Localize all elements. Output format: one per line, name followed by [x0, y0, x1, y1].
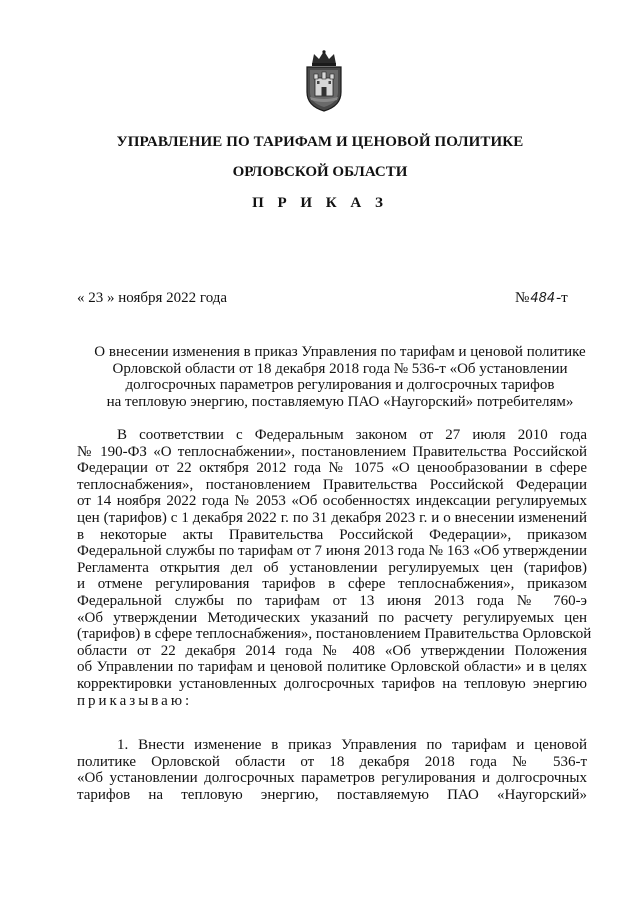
item-line: тарифов на тепловую энергию, поставляемую ПАО «Наугорский»: [77, 786, 587, 803]
body-line: № 190-ФЗ «О теплоснабжении», постановлением Правительства Российской: [77, 443, 587, 460]
body-line: в некоторые акты Правительства Российской Федерации», приказом: [77, 526, 587, 543]
order-item-1: [77, 737, 587, 803]
body-line: корректировки установленных долгосрочных тарифов на тепловую энергию: [77, 675, 587, 692]
subject-line: на тепловую энергию, поставляемую ПАО «Наугорский» потребителям»: [106, 393, 574, 410]
body-line: Федерации от 22 октября 2012 года № 1075 «О ценообразовании в сфере: [77, 460, 587, 477]
organization-name-line2: ОРЛОВСКОЙ ОБЛАСТИ: [232, 164, 408, 180]
number-suffix: -т: [556, 290, 568, 306]
body-line: Регламента открытия дел об установлении регулируемых цен (тарифов): [77, 559, 587, 576]
body-line: теплоснабжения», постановлением Правительства Российской Федерации: [77, 476, 587, 493]
body-line: и отмене регулирования тарифов в сфере теплоснабжения», приказом: [77, 576, 587, 593]
document-date: « 23 » ноября 2022 года: [77, 290, 228, 306]
number-handwritten: 484: [530, 291, 556, 306]
preamble-paragraph: [77, 427, 592, 709]
coat-of-arms-emblem: [302, 50, 346, 112]
body-line: цен (тарифов) с 1 декабря 2022 г. по 31 декабря 2023 г. и о внесении изменений: [77, 509, 587, 526]
subject-line: Орловской области от 18 декабря 2018 года № 536-т «Об установлении: [112, 360, 568, 377]
body-line: (тарифов) в сфере теплоснабжения», постановлением Правительства Орловской: [77, 626, 592, 643]
item-line: политике Орловской области от 18 декабря 2018 года № 536-т: [77, 753, 587, 770]
body-line: В соответствии с Федеральным законом от 27 июля 2010 года: [117, 427, 587, 443]
document-type-title: П Р И К А З: [252, 195, 388, 211]
body-line: Федеральной службы по тарифам от 13 июня 2013 года № 760-э: [77, 592, 587, 609]
body-line: от 14 ноября 2022 года № 2053 «Об особенностях индексации регулируемых: [77, 493, 587, 510]
subject-line: долгосрочных параметров регулирования и долгосрочных тарифов: [125, 377, 555, 393]
number-prefix: №: [515, 290, 530, 306]
organization-name-line1: УПРАВЛЕНИЕ ПО ТАРИФАМ И ЦЕНОВОЙ ПОЛИТИКЕ: [116, 134, 524, 150]
subject-line: О внесении изменения в приказ Управления по тарифам и ценовой политике: [94, 344, 586, 360]
item-line: «Об установлении долгосрочных параметров регулирования и долгосрочных: [77, 770, 587, 787]
command-word: приказываю:: [77, 692, 193, 709]
document-subject: [70, 344, 610, 410]
document-number: [515, 290, 568, 307]
body-line: области от 22 декабря 2014 года № 408 «Об утверждении Положения: [77, 642, 587, 659]
body-line: об Управлении по тарифам и ценовой политике Орловской области» и в целях: [77, 659, 587, 676]
body-line: Федеральной службы по тарифам от 7 июня 2013 года № 163 «Об утверждении: [77, 543, 587, 560]
item-line: 1. Внести изменение в приказ Управления по тарифам и ценовой: [117, 737, 587, 753]
body-line: «Об утверждении Методических указаний по расчету регулируемых цен: [77, 609, 587, 626]
